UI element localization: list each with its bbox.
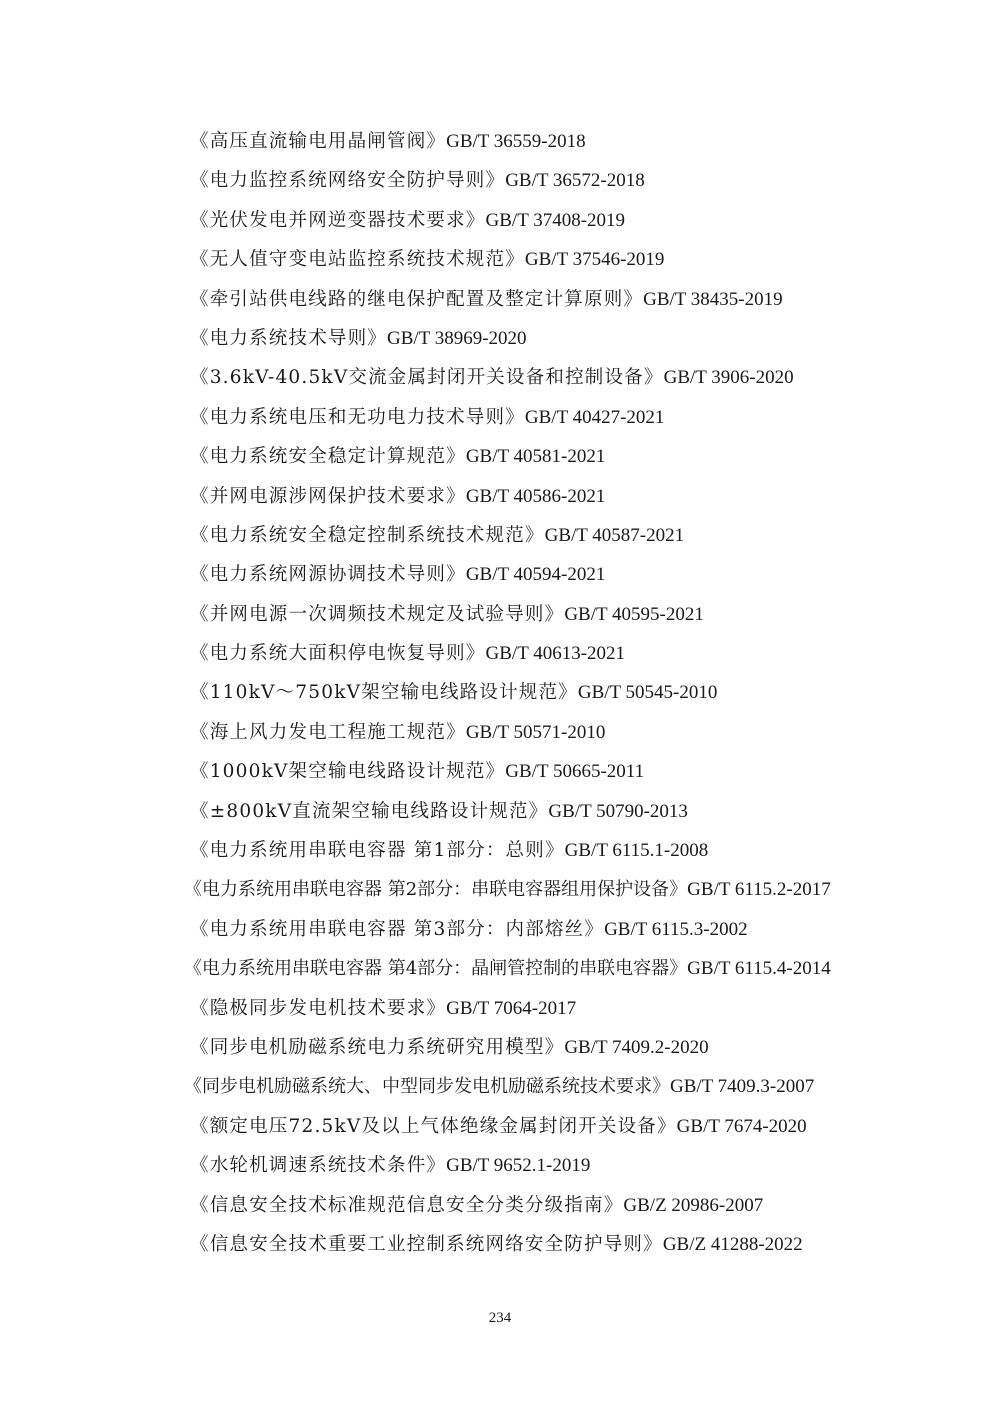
list-item xyxy=(190,792,850,831)
standard-title: 《电力系统安全稳定计算规范》 xyxy=(190,446,466,468)
standard-code: GB/T 38969-2020 xyxy=(387,327,527,349)
standard-title: 《隐极同步发电机技术要求》 xyxy=(190,997,447,1019)
standard-title: 《±800kV直流架空输电线路设计规范》 xyxy=(190,800,549,822)
list-item xyxy=(190,1107,850,1146)
standard-title: 《电力系统安全稳定控制系统技术规范》 xyxy=(190,524,545,546)
list-item xyxy=(190,1225,850,1264)
standard-title: 《并网电源一次调频技术规定及试验导则》 xyxy=(190,603,565,625)
list-item xyxy=(190,358,850,397)
standard-code: GB/T 36572-2018 xyxy=(505,170,645,192)
list-item xyxy=(190,437,850,476)
list-item xyxy=(190,1028,850,1067)
standard-title: 《电力系统用串联电容器 第4部分：晶闸管控制的串联电容器》 xyxy=(184,958,688,980)
standard-code: GB/T 50665-2011 xyxy=(505,761,645,783)
list-item xyxy=(190,201,850,240)
list-item xyxy=(190,673,850,712)
standard-code: GB/T 37408-2019 xyxy=(485,209,626,231)
list-item xyxy=(184,870,850,909)
standard-code: GB/T 6115.4-2014 xyxy=(687,958,831,980)
standard-code: GB/T 6115.3-2002 xyxy=(604,918,748,940)
list-item xyxy=(190,516,850,555)
standard-code: GB/Z 20986-2007 xyxy=(623,1194,764,1216)
standard-code: GB/T 40613-2021 xyxy=(485,643,626,665)
standard-code: GB/T 40427-2021 xyxy=(524,406,665,428)
standard-code: GB/T 37546-2019 xyxy=(524,249,665,271)
standard-title: 《光伏发电并网逆变器技术要求》 xyxy=(190,209,486,231)
standard-title: 《信息安全技术重要工业控制系统网络安全防护导则》 xyxy=(190,1233,663,1255)
list-item xyxy=(190,634,850,673)
standards-list xyxy=(184,122,850,1264)
list-item xyxy=(190,122,850,161)
list-item xyxy=(190,1186,850,1225)
standard-title: 《3.6kV-40.5kV交流金属封闭开关设备和控制设备》 xyxy=(190,367,664,389)
standard-code: GB/T 40595-2021 xyxy=(564,603,704,625)
standard-title: 《牵引站供电线路的继电保护配置及整定计算原则》 xyxy=(190,288,644,310)
standard-title: 《信息安全技术标准规范信息安全分类分级指南》 xyxy=(190,1194,624,1216)
list-item xyxy=(190,398,850,437)
standard-code: GB/T 7409.2-2020 xyxy=(564,1036,709,1058)
standard-title: 《高压直流输电用晶闸管阀》 xyxy=(190,131,447,152)
standard-code: GB/T 50790-2013 xyxy=(548,800,688,822)
list-item xyxy=(190,752,850,791)
standard-code: GB/T 50571-2010 xyxy=(465,721,606,743)
standard-title: 《电力监控系统网络安全防护导则》 xyxy=(190,170,506,192)
list-item xyxy=(184,949,850,988)
standard-code: GB/T 7409.3-2007 xyxy=(670,1076,815,1098)
standard-code: GB/T 36559-2018 xyxy=(446,131,586,152)
standard-title: 《水轮机调速系统技术条件》 xyxy=(190,1155,447,1177)
list-item xyxy=(190,240,850,279)
list-item xyxy=(190,910,850,949)
standard-code: GB/T 40594-2021 xyxy=(465,564,606,586)
standard-title: 《同步电机励磁系统电力系统研究用模型》 xyxy=(190,1036,565,1058)
standard-code: GB/Z 41288-2022 xyxy=(662,1233,803,1255)
standard-title: 《电力系统用串联电容器 第2部分：串联电容器组用保护设备》 xyxy=(184,879,688,901)
standard-code: GB/T 3906-2020 xyxy=(663,367,794,389)
list-item xyxy=(190,555,850,594)
standard-code: GB/T 7674-2020 xyxy=(676,1115,807,1137)
standard-title: 《110kV～750kV架空输电线路设计规范》 xyxy=(190,682,578,704)
list-item xyxy=(184,1067,850,1106)
standard-title: 《并网电源涉网保护技术要求》 xyxy=(190,485,466,507)
standard-title: 《1000kV架空输电线路设计规范》 xyxy=(190,761,506,783)
standard-code: GB/T 50545-2010 xyxy=(577,682,718,704)
standard-title: 《电力系统网源协调技术导则》 xyxy=(190,564,466,586)
standard-code: GB/T 40586-2021 xyxy=(465,485,606,507)
standard-code: GB/T 9652.1-2019 xyxy=(446,1155,591,1177)
standard-title: 《电力系统用串联电容器 第3部分：内部熔丝》 xyxy=(190,918,605,940)
list-item xyxy=(190,161,850,200)
page-number: 234 xyxy=(488,1310,512,1326)
list-item xyxy=(190,831,850,870)
list-item xyxy=(190,989,850,1028)
list-item xyxy=(190,280,850,319)
standard-code: GB/T 7064-2017 xyxy=(446,997,577,1019)
standard-code: GB/T 6115.1-2008 xyxy=(564,840,709,862)
list-item xyxy=(190,1146,850,1185)
list-item xyxy=(190,319,850,358)
standard-title: 《电力系统用串联电容器 第1部分：总则》 xyxy=(190,840,565,862)
standard-title: 《电力系统技术导则》 xyxy=(190,327,388,349)
standard-title: 《海上风力发电工程施工规范》 xyxy=(190,721,466,743)
standard-code: GB/T 40587-2021 xyxy=(544,524,685,546)
standard-title: 《电力系统大面积停电恢复导则》 xyxy=(190,643,486,665)
standard-title: 《无人值守变电站监控系统技术规范》 xyxy=(190,249,525,271)
standard-title: 《电力系统电压和无功电力技术导则》 xyxy=(190,406,525,428)
standard-title: 《同步电机励磁系统大、中型同步发电机励磁系统技术要求》 xyxy=(184,1076,670,1098)
standard-title: 《额定电压72.5kV及以上气体绝缘金属封闭开关设备》 xyxy=(190,1115,677,1137)
list-item xyxy=(190,595,850,634)
standard-code: GB/T 6115.2-2017 xyxy=(687,879,831,901)
list-item xyxy=(190,477,850,516)
standard-code: GB/T 38435-2019 xyxy=(643,288,783,310)
standard-code: GB/T 40581-2021 xyxy=(465,446,606,468)
list-item xyxy=(190,713,850,752)
